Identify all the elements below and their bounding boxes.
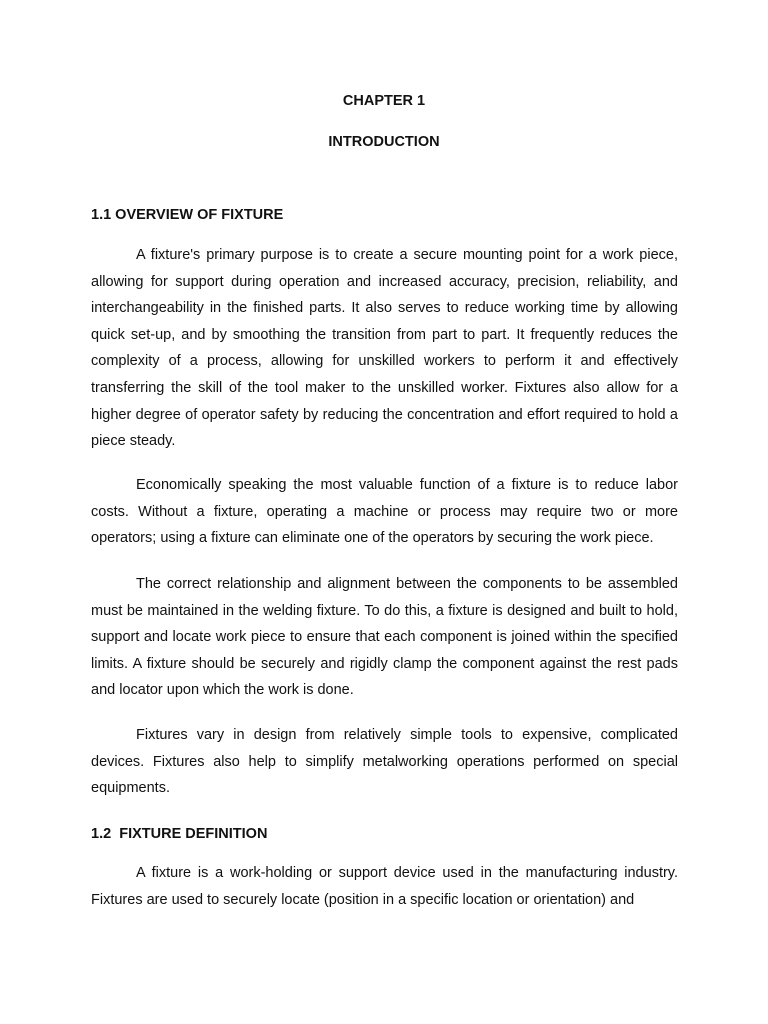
paragraph: A fixture is a work-holding or support device used in the manufacturing industry. Fixtures are used to securely locate (position in a specific location or orientation) and bbox=[91, 865, 678, 908]
chapter-number: CHAPTER 1 bbox=[342, 93, 426, 109]
paragraph: A fixture's primary purpose is to create a secure mounting point for a work piece, allowing for support during operation and increased accuracy, precision, reliability, and interchangeability in the finished parts. It also serves to reduce working time by allowing quick set-up, and by smoothing the transition from part to part. It frequently reduces the complexity of a process, allowing for unskilled workers to perform it and effectively transferring the skill of the tool maker to the unskilled worker. Fixtures also allow for a higher degree of operator safety by reducing the concentration and effort required to hold a piece steady. bbox=[91, 247, 678, 450]
paragraph: The correct relationship and alignment between the components to be assembled must be maintained in the welding fixture. To do this, a fixture is designed and built to hold, support and locate work piece to ensure that each component is joined within the specified limits. A fixture should be securely and rigidly clamp the component against the rest pads and locator upon which the work is done. bbox=[91, 576, 678, 699]
chapter-title: INTRODUCTION bbox=[328, 134, 440, 150]
section-heading-overview: 1.1 OVERVIEW OF FIXTURE bbox=[91, 207, 284, 223]
section-heading-definition: 1.2 FIXTURE DEFINITION bbox=[91, 826, 268, 842]
paragraph: Economically speaking the most valuable function of a fixture is to reduce labor costs. Without a fixture, operating a machine or process may require two or more operators; using a fixture can eliminate one of the operators by securing the work piece. bbox=[91, 477, 678, 547]
paragraph: Fixtures vary in design from relatively simple tools to expensive, complicated devices. Fixtures also help to simplify metalworking operations performed on special equipments. bbox=[91, 727, 678, 797]
